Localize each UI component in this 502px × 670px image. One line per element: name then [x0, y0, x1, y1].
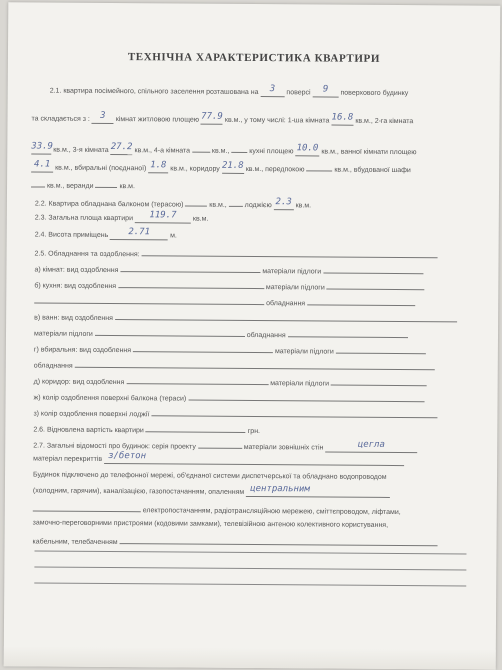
line-utilities-1: Будинок підключено до телефонної мережі, об'єднаної системи диспетчерської та обладнано водопроводом — [33, 471, 387, 481]
line-utilities-5: кабельним, телебаченням — [33, 534, 438, 549]
blank-line — [34, 566, 466, 570]
tv-field — [120, 535, 438, 546]
blank-field — [231, 144, 247, 153]
rooms-finish-field — [120, 263, 260, 273]
wc-area-field: 1.8 — [148, 164, 168, 173]
kitchen-blank-field — [34, 294, 264, 305]
line-2-4: 2.4. Висота приміщень 2.71 м. — [34, 227, 177, 240]
line-2-3: 2.3. Загальна площа квартири 119.7 кв.м. — [34, 210, 209, 223]
document-page — [4, 2, 501, 669]
line-utilities-2: (холодним, гарячим), каналізацією, газопостачанням, опаленням центральним — [33, 486, 390, 497]
line-bath-wc: 4.1 кв.м., вбиральні (поєднаної) 1.8 кв.м., коридору 21.8 кв.м., передпокою кв.м., вбудованої шафи — [31, 160, 411, 175]
bath-area-field: 4.1 — [31, 163, 53, 172]
wc-floor-field — [336, 345, 426, 355]
wardrobe-area-field — [31, 178, 45, 187]
ceiling-height-field: 2.71 — [110, 231, 168, 240]
room2-area-field: 33.9 — [31, 145, 51, 154]
document-title: ТЕХНІЧНА ХАРАКТЕРИСТИКА КВАРТИРИ — [127, 51, 381, 65]
heating-field: центральним — [246, 488, 390, 498]
line-kitchen-finish: б) кухня: вид оздоблення матеріали підлоги — [34, 278, 424, 293]
blank-line — [34, 550, 466, 554]
wc-finish-field — [133, 343, 273, 353]
line-bath-floor: матеріали підлоги обладнання — [34, 326, 408, 341]
equipment-field — [142, 247, 438, 258]
line-loggia-color: з) колір оздоблення поверхні лоджії — [33, 406, 437, 421]
room4-area-field — [192, 144, 210, 153]
line-balcony-color: ж) колір оздоблення поверхні балкона (тераси) — [34, 390, 425, 405]
bath-equipment-field — [288, 328, 408, 338]
rooms-floor-field — [323, 264, 423, 274]
line-rooms: та складається з : 3 кімнат житловою площею 77.9 кв.м., у тому числі: 1-ша кімната 16.8 кв.м., 2-га кімната — [31, 110, 414, 126]
line-bath-finish: в) ванн: вид оздоблення — [34, 310, 457, 325]
corridor-area-field: 21.8 — [222, 165, 244, 174]
line-utilities-4: замочно-переговорними пристроями (кодовими замками), телевізійною антеною колективного користування, — [32, 519, 389, 529]
line-2-6: 2.6. Відновлена вартість квартири грн. — [33, 422, 260, 436]
room3-area-field: 27.2 — [111, 146, 133, 155]
kitchen-area-field: 10.0 — [295, 147, 319, 156]
hall-area-field — [306, 162, 332, 171]
veranda-area-field — [95, 179, 117, 188]
kitchen-floor-field — [327, 281, 425, 291]
corridor-floor-field — [331, 377, 427, 387]
loggia-color-field — [151, 407, 437, 418]
line-room-areas: 33.9 кв.м., 3-я кімната 27.2 кв.м., 4-а кімната кв.м., кухні площею 10.0 кв.м., ванної кімнати площею — [31, 141, 417, 157]
floor-field: 3 — [260, 88, 284, 97]
blank-line — [34, 582, 466, 586]
project-series-field — [198, 440, 242, 449]
line-corridor-finish: д) коридор: вид оздоблення матеріали підлоги — [34, 374, 427, 389]
line-kitchen-equipment: обладнання — [34, 294, 415, 309]
kitchen-equipment-field — [307, 296, 415, 306]
bath-finish-field — [115, 311, 457, 322]
wc-equipment-field — [75, 359, 435, 371]
line-2-1: 2.1. квартира посімейного, спільного заселення розташована на 3 поверсі 9 поверхового будинку — [49, 84, 409, 98]
balcony-color-field — [188, 392, 424, 403]
ceilings-material-field: з/бетон — [104, 455, 404, 466]
floors-count-field: 9 — [313, 88, 339, 97]
room1-area-field: 16.8 — [331, 117, 353, 126]
blank-field — [229, 198, 243, 207]
line-veranda: кв.м., веранди кв.м. — [31, 178, 135, 191]
loggia-area-field: 2.3 — [274, 201, 294, 210]
line-2-5: 2.5. Обладнання та оздоблення: — [35, 246, 438, 261]
corridor-finish-field — [126, 375, 268, 385]
bath-floor-field — [95, 327, 245, 337]
total-area-field: 119.7 — [135, 214, 191, 223]
line-wc-finish: г) вбиральня: вид оздоблення матеріали підлоги — [34, 342, 426, 357]
rooms-count-field: 3 — [92, 115, 114, 124]
kitchen-finish-field — [118, 279, 264, 289]
balcony-area-field — [185, 198, 207, 207]
line-2-7: 2.7. Загальні відомості про будинок: серія проекту матеріали зовнішніх стін цегла — [33, 438, 417, 453]
utilities-blank-field — [33, 502, 141, 512]
walls-material-field: цегла — [325, 444, 417, 454]
line-utilities-3: електропостачанням, радіотрансляційною мережею, сміттєпроводом, ліфтами, — [33, 502, 401, 517]
living-area-field: 77.9 — [201, 116, 223, 125]
line-ceilings: матеріал перекриттів з/бетон — [33, 454, 404, 466]
restored-value-field — [146, 423, 246, 433]
page-bottom-shade — [4, 646, 496, 669]
line-2-2: 2.2. Квартира обладнана балконом (терасою) кв.м., лоджією 2.3 кв.м. — [34, 197, 312, 210]
line-rooms-finish: а) кімнат: вид оздоблення матеріали підлоги — [34, 262, 423, 277]
line-wc-equipment: обладнання — [34, 358, 435, 373]
